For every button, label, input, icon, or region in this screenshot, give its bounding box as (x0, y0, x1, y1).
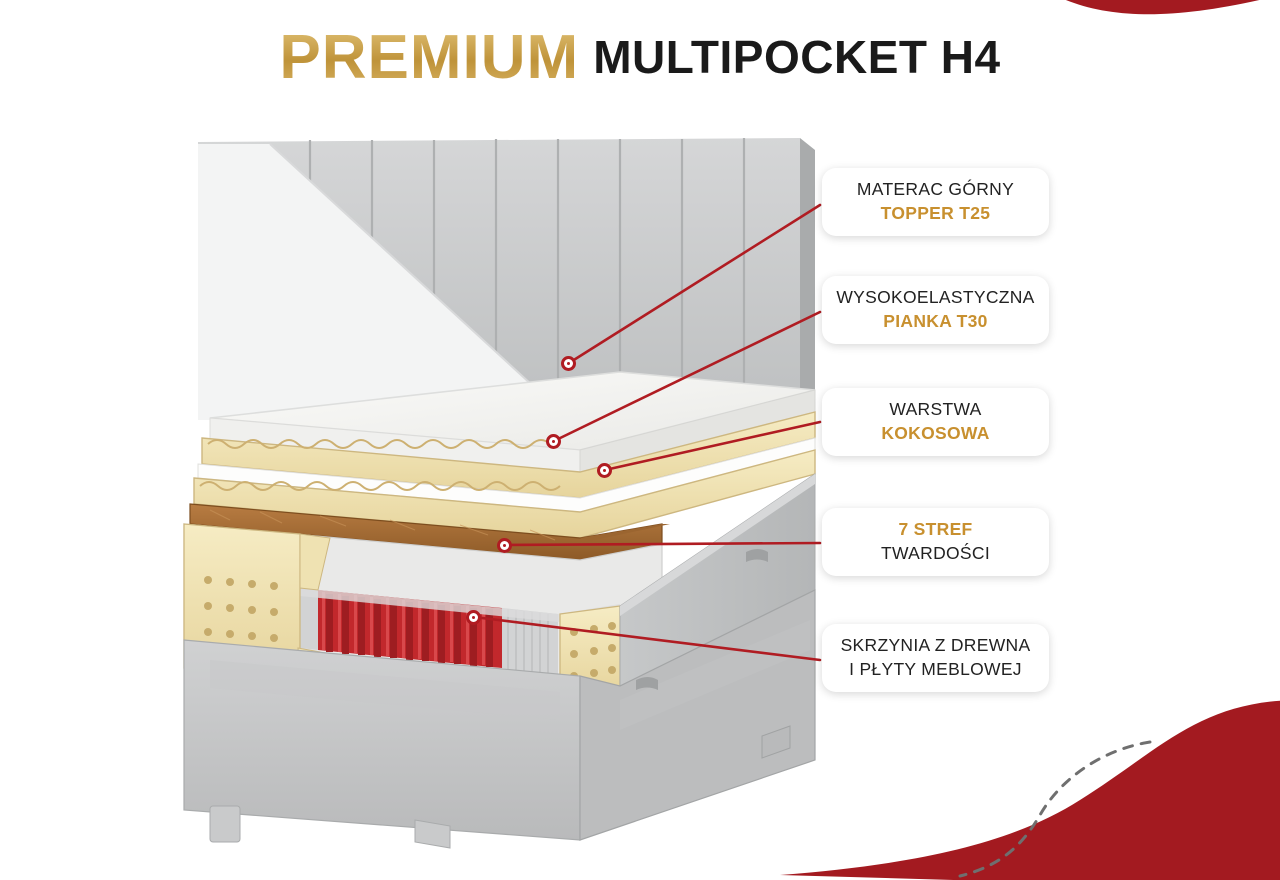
callout-line-2: TWARDOŚCI (881, 543, 990, 563)
title-model: MULTIPOCKET H4 (593, 31, 1001, 83)
page-title (0, 22, 1280, 93)
callout-line-1: WYSOKOELASTYCZNA (836, 287, 1035, 308)
callout-line-2: KOKOSOWA (881, 423, 990, 443)
callout-7-stref-twardosci (822, 508, 1049, 576)
marker-dot-kokos (597, 463, 612, 478)
marker-dot-pianka (546, 434, 561, 449)
callout-line-1: MATERAC GÓRNY (856, 179, 1015, 200)
callout-warstwa-kokosowa (822, 388, 1049, 456)
callout-line-1: SKRZYNIA Z DREWNA (840, 635, 1031, 656)
marker-dot-skrzynia (466, 610, 481, 625)
callout-line-1: 7 STREF (898, 519, 973, 540)
marker-dot-strefy (497, 538, 512, 553)
title-premium: PREMIUM (279, 23, 580, 92)
callout-materac-gorny (822, 168, 1049, 236)
callout-line-2: I PŁYTY MEBLOWEJ (849, 659, 1022, 679)
callout-line-2: TOPPER T25 (880, 203, 991, 223)
marker-dot-topper (561, 356, 576, 371)
callout-skrzynia-z-drewna (822, 624, 1049, 692)
callout-line-2: PIANKA T30 (883, 311, 988, 331)
callout-pianka-wysokoelastyczna (822, 276, 1049, 344)
callout-line-1: WARSTWA (889, 399, 982, 420)
